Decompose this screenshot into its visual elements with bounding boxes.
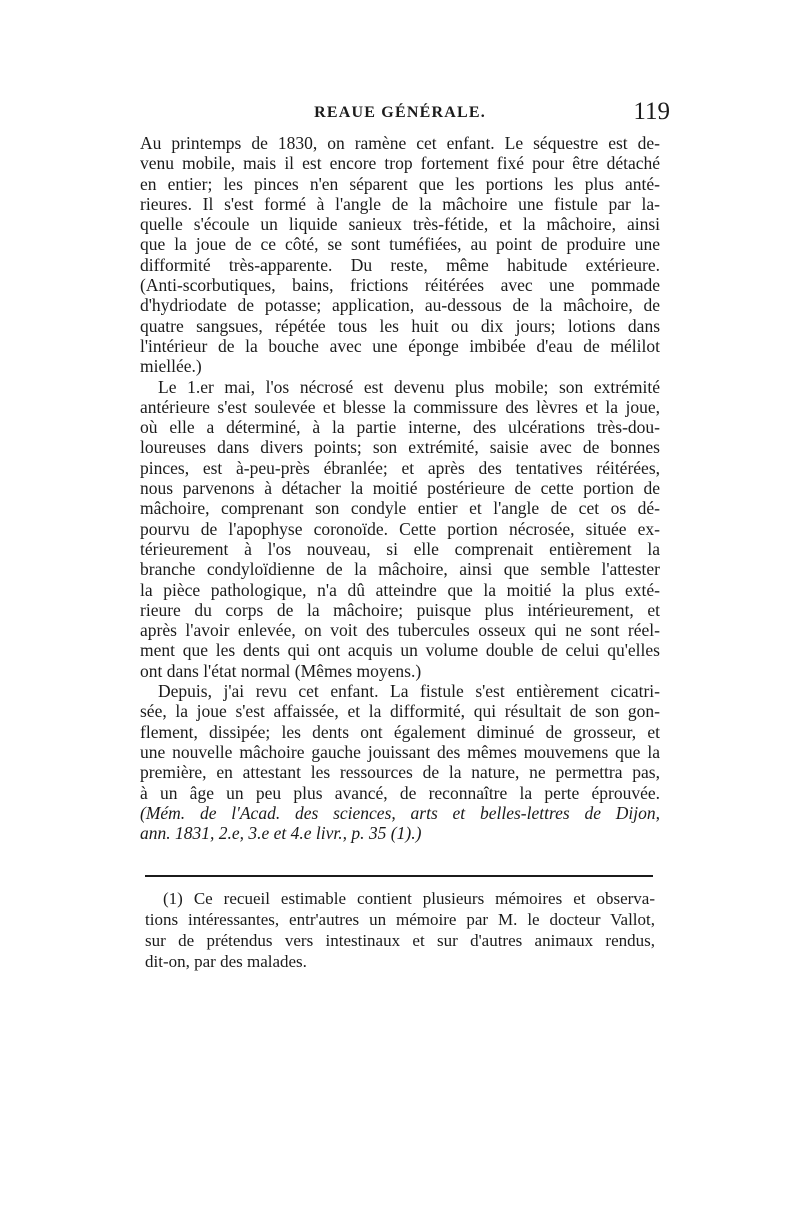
citation-line: (Mém. de l'Acad. des sciences, arts et belles-lettres de Dijon, xyxy=(140,802,660,823)
footnote-line: (1) Ce recueil estimable contient plusieurs mémoires et observa- xyxy=(163,889,655,908)
footnote xyxy=(145,888,655,972)
text-line: antérieure s'est soulevée et blesse la commissure des lèvres et la joue, xyxy=(140,396,660,417)
page-number: 119 xyxy=(633,98,670,125)
text-line: à un âge un peu plus avancé, de reconnaître la perte éprouvée. xyxy=(140,782,660,803)
text-line: flement, dissipée; les dents ont également diminué de grosseur, et xyxy=(140,721,660,742)
text-line: mâchoire, comprenant son condyle entier et l'angle de cet os dé- xyxy=(140,498,660,519)
text-line: loureuses dans divers points; son extrémité, saisie avec de bonnes xyxy=(140,437,660,458)
text-line: Au printemps de 1830, on ramène cet enfant. Le séquestre est de- xyxy=(140,133,660,153)
text-line: quatre sangsues, répétée tous les huit ou dix jours; lotions dans xyxy=(140,315,660,336)
text-line: branche condyloïdienne de la mâchoire, ainsi que semble l'attester xyxy=(140,559,660,580)
text-line: (Anti-scorbutiques, bains, frictions réitérées avec une pommade xyxy=(140,275,660,296)
footnote-line: dit-on, par des malades. xyxy=(145,952,307,971)
text-line: après l'avoir enlevée, on voit des tubercules osseux qui ne sont réel- xyxy=(140,620,660,641)
text-line: l'intérieur de la bouche avec une éponge imbibée d'eau de mélilot xyxy=(140,335,660,356)
text-line: ont dans l'état normal (Mêmes moyens.) xyxy=(140,660,422,681)
text-line: Le 1.er mai, l'os nécrosé est devenu plus mobile; son extrémité xyxy=(158,376,660,397)
text-line: venu mobile, mais il est encore trop fortement fixé pour être détaché xyxy=(140,153,660,174)
text-line: où elle a déterminé, à la partie interne, des ulcérations très-dou- xyxy=(140,417,660,438)
text-line: rieure du corps de la mâchoire; puisque plus intérieurement, et xyxy=(140,599,660,620)
text-line: pourvu de l'apophyse coronoïde. Cette portion nécrosée, située ex- xyxy=(140,518,660,539)
text-line: d'hydriodate de potasse; application, au-dessous de la mâchoire, de xyxy=(140,295,660,316)
text-line: sée, la joue s'est affaissée, et la difformité, qui résultait de son gon- xyxy=(140,701,660,722)
text-line: Depuis, j'ai revu cet enfant. La fistule s'est entièrement cicatri- xyxy=(158,681,660,702)
body-text xyxy=(140,133,660,843)
text-line: ment que les dents qui ont acquis un volume double de celui qu'elles xyxy=(140,640,660,661)
text-line: quelle s'écoule un liquide sanieux très-fétide, et la mâchoire, ainsi xyxy=(140,214,660,235)
text-line: rieures. Il s'est formé à l'angle de la mâchoire une fistule par la- xyxy=(140,193,660,214)
text-line: en entier; les pinces n'en séparent que les portions les plus anté- xyxy=(140,173,660,194)
footnote-line: tions intéressantes, entr'autres un mémoire par M. le docteur Vallot, xyxy=(145,910,655,929)
text-line: pinces, est à-peu-près ébranlée; et après des tentatives réitérées, xyxy=(140,457,660,478)
text-line: première, en attestant les ressources de la nature, ne permettra pas, xyxy=(140,762,660,783)
text-line: térieurement à l'os nouveau, si elle comprenait entièrement la xyxy=(140,538,660,559)
running-head xyxy=(140,98,670,128)
text-line: une nouvelle mâchoire gauche jouissant des mêmes mouvemens que la xyxy=(140,741,660,762)
text-line: miellée.) xyxy=(140,356,202,377)
text-line: la pièce pathologique, n'a dû atteindre que la moitié la plus exté- xyxy=(140,579,660,600)
text-line: difformité très-apparente. Du reste, même habitude extérieure. xyxy=(140,254,660,275)
text-line: que la joue de ce côté, se sont tuméfiées, au point de produire une xyxy=(140,234,660,255)
text-line: nous parvenons à détacher la moitié postérieure de cette portion de xyxy=(140,478,660,499)
footnote-rule xyxy=(145,875,653,877)
running-title: REAUE GÉNÉRALE. xyxy=(314,104,486,121)
citation-line: ann. 1831, 2.e, 3.e et 4.e livr., p. 35 (1).) xyxy=(140,823,422,844)
footnote-line: sur de prétendus vers intestinaux et sur d'autres animaux rendus, xyxy=(145,931,655,950)
